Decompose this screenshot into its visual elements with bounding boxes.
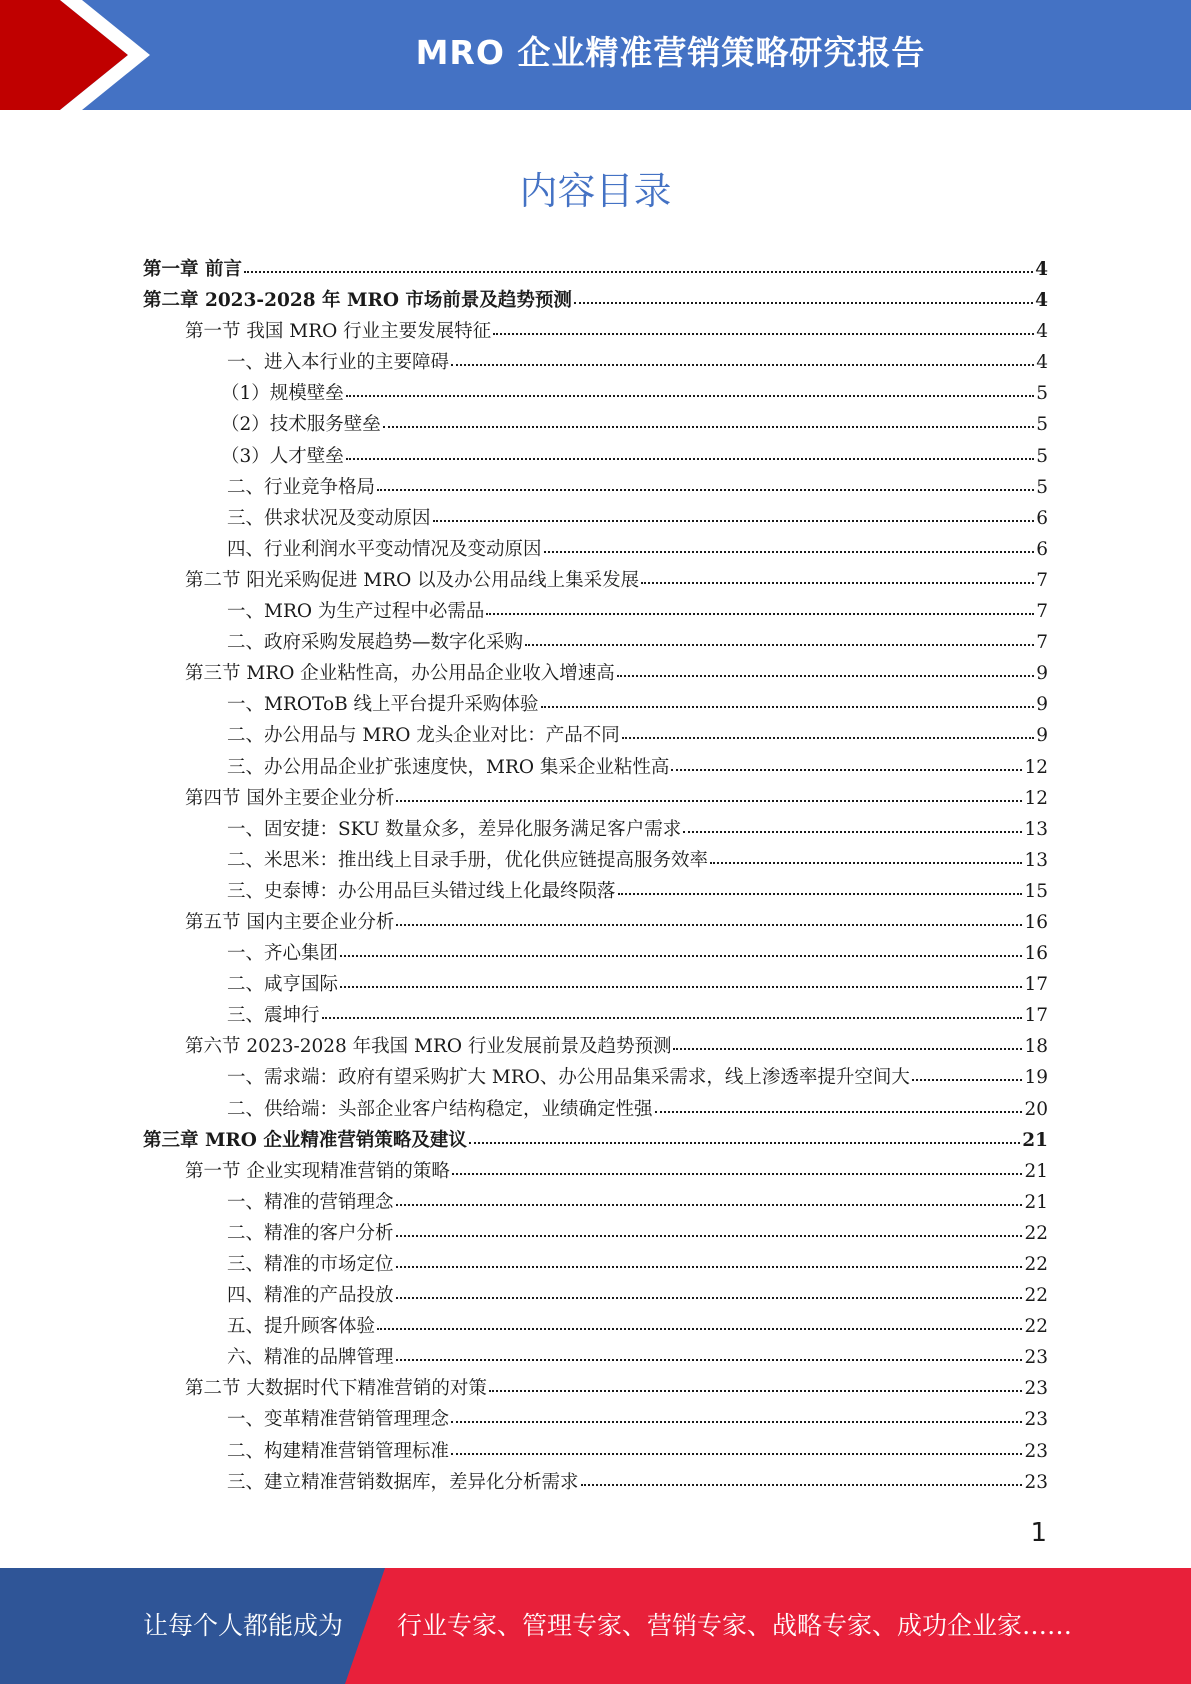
toc-entry-title: 三、办公用品企业扩张速度快，MRO 集采企业粘性高: [227, 756, 670, 778]
toc-entry-page: 6: [1036, 507, 1048, 529]
toc-entry[interactable]: [143, 254, 1048, 285]
toc-entry[interactable]: [143, 1000, 1048, 1031]
toc-entry-title: 第二节 阳光采购促进 MRO 以及办公用品线上集采发展: [185, 569, 640, 591]
dot-leader: [244, 270, 1033, 273]
dot-leader: [396, 799, 1022, 802]
footer-banner: [0, 1568, 1191, 1684]
toc-entry-page: 9: [1036, 725, 1048, 747]
dot-leader: [671, 768, 1022, 771]
toc-entry-page: 4: [1035, 290, 1048, 312]
dot-leader: [493, 332, 1034, 335]
toc-entry-page: 18: [1024, 1036, 1048, 1058]
toc-entry[interactable]: [143, 845, 1048, 876]
dot-leader: [346, 457, 1034, 460]
dot-leader: [322, 1016, 1023, 1019]
toc-entry-page: 17: [1024, 1005, 1048, 1027]
toc-entry-title: 一、齐心集团: [227, 943, 339, 965]
toc-entry-title: 三、史泰博：办公用品巨头错过线上化最终陨落: [227, 880, 616, 902]
dot-leader: [383, 425, 1034, 428]
toc-entry-page: 12: [1024, 756, 1048, 778]
toc-entry[interactable]: [143, 1311, 1048, 1342]
dot-leader: [396, 923, 1022, 926]
toc-entry-page: 20: [1024, 1098, 1048, 1120]
toc-entry-title: 第四节 国外主要企业分析: [185, 787, 395, 809]
toc-entry-page: 5: [1036, 476, 1048, 498]
toc-entry[interactable]: [143, 1156, 1048, 1187]
toc-entry-title: （1）规模壁垒: [221, 383, 344, 405]
toc-entry-page: 23: [1024, 1347, 1048, 1369]
toc-entry-title: 第二节 大数据时代下精准营销的对策: [185, 1378, 487, 1400]
toc-entry-page: 19: [1024, 1067, 1048, 1089]
toc-entry-title: 二、咸亨国际: [227, 974, 339, 996]
toc-entry[interactable]: [143, 1187, 1048, 1218]
toc-entry-title: 第一章 前言: [143, 259, 242, 280]
dot-leader: [618, 892, 1023, 895]
toc-entry-page: 5: [1036, 445, 1048, 467]
toc-entry-title: 一、精准的营销理念: [227, 1191, 394, 1213]
dot-leader: [346, 394, 1034, 397]
dot-leader: [452, 1172, 1023, 1175]
arrow-chevron-icon: [0, 0, 160, 110]
dot-leader: [377, 488, 1034, 491]
dot-leader: [396, 1234, 1023, 1237]
toc-entry-title: 三、精准的市场定位: [227, 1254, 394, 1275]
dot-leader: [489, 1389, 1023, 1392]
toc-entry-page: 23: [1024, 1471, 1048, 1493]
dot-leader: [340, 985, 1022, 988]
toc-entry[interactable]: [143, 378, 1048, 409]
toc-entry[interactable]: [143, 907, 1048, 938]
toc-entry-page: 21: [1024, 1160, 1048, 1182]
toc-entry-page: 5: [1036, 414, 1048, 436]
toc-entry[interactable]: [143, 1031, 1048, 1062]
toc-entry-title: 二、构建精准营销管理标准: [227, 1440, 450, 1462]
toc-entry-title: 一、MRO 为生产过程中必需品: [227, 601, 485, 623]
toc-entry-page: 4: [1036, 321, 1048, 343]
toc-entry[interactable]: [143, 1062, 1048, 1093]
toc-entry-page: 6: [1036, 538, 1048, 560]
toc-entry-title: 五、提升顾客体验: [227, 1316, 376, 1338]
dot-leader: [581, 1483, 1023, 1486]
toc-entry-page: 4: [1035, 259, 1048, 280]
toc-entry[interactable]: [143, 565, 1048, 596]
toc-entry[interactable]: [143, 1342, 1048, 1373]
toc-entry[interactable]: [143, 969, 1048, 1000]
toc-entry[interactable]: [143, 409, 1048, 440]
toc-entry-title: （2）技术服务壁垒: [221, 414, 381, 436]
toc-entry[interactable]: [143, 534, 1048, 565]
toc-entry[interactable]: [143, 441, 1048, 472]
toc-entry[interactable]: [143, 1373, 1048, 1404]
toc-entry-title: 三、供求状况及变动原因: [227, 507, 431, 529]
dot-leader: [641, 581, 1034, 584]
toc-entry-page: 22: [1024, 1316, 1048, 1338]
table-of-contents: [143, 254, 1048, 1498]
toc-entry-title: 第五节 国内主要企业分析: [185, 911, 395, 933]
toc-entry[interactable]: [143, 1404, 1048, 1435]
toc-entry-page: 4: [1036, 352, 1048, 374]
dot-leader: [469, 1141, 1020, 1144]
toc-entry[interactable]: [143, 1249, 1048, 1280]
dot-leader: [683, 830, 1022, 833]
dot-leader: [396, 1358, 1023, 1361]
toc-entry-title: 第三节 MRO 企业粘性高，办公用品企业收入增速高: [185, 663, 615, 685]
toc-heading: 内容目录: [519, 169, 672, 213]
toc-entry[interactable]: [143, 347, 1048, 378]
toc-entry-title: 第三章 MRO 企业精准营销策略及建议: [143, 1129, 467, 1151]
toc-entry-page: 22: [1024, 1285, 1048, 1307]
toc-entry-title: 四、精准的产品投放: [227, 1285, 394, 1307]
toc-entry-page: 9: [1036, 694, 1048, 716]
toc-entry-title: （3）人才壁垒: [221, 445, 344, 467]
toc-entry-title: 四、行业利润水平变动情况及变动原因: [227, 538, 542, 560]
toc-entry-page: 23: [1024, 1440, 1048, 1462]
toc-entry[interactable]: [143, 1125, 1048, 1156]
toc-entry-title: 第一节 我国 MRO 行业主要发展特征: [185, 321, 492, 343]
toc-entry-title: 第六节 2023-2028 年我国 MRO 行业发展前景及趋势预测: [185, 1036, 672, 1058]
dot-leader: [544, 550, 1035, 553]
footer-slogan-right: 行业专家、管理专家、营销专家、战略专家、成功企业家……: [397, 1611, 1073, 1640]
toc-entry[interactable]: [143, 1094, 1048, 1125]
toc-entry-title: 二、办公用品与 MRO 龙头企业对比：产品不同: [227, 725, 620, 747]
dot-leader: [912, 1078, 1023, 1081]
toc-entry-page: 23: [1024, 1378, 1048, 1400]
toc-entry[interactable]: [143, 720, 1048, 751]
toc-entry-title: 一、MROToB 线上平台提升采购体验: [227, 694, 539, 716]
dot-leader: [396, 1203, 1023, 1206]
toc-entry-title: 第一节 企业实现精准营销的策略: [185, 1160, 450, 1182]
toc-entry-title: 一、进入本行业的主要障碍: [227, 352, 450, 374]
toc-entry-title: 二、精准的客户分析: [227, 1222, 394, 1244]
dot-leader: [396, 1265, 1023, 1268]
toc-entry[interactable]: [143, 876, 1048, 907]
page-number: 1: [1030, 1518, 1047, 1548]
dot-leader: [396, 1296, 1023, 1299]
dot-leader: [655, 1110, 1023, 1113]
toc-entry[interactable]: [143, 1467, 1048, 1498]
toc-entry[interactable]: [143, 627, 1048, 658]
toc-entry[interactable]: [143, 814, 1048, 845]
dot-leader: [451, 363, 1034, 366]
dot-leader: [433, 519, 1035, 522]
toc-entry-page: 17: [1024, 974, 1048, 996]
toc-entry-title: 三、建立精准营销数据库，差异化分析需求: [227, 1471, 579, 1493]
toc-entry[interactable]: [143, 596, 1048, 627]
toc-entry-page: 5: [1036, 383, 1048, 405]
toc-entry[interactable]: [143, 316, 1048, 347]
toc-entry[interactable]: [143, 752, 1048, 783]
toc-entry-title: 一、变革精准营销管理理念: [227, 1409, 450, 1431]
dot-leader: [377, 1327, 1022, 1330]
toc-entry-title: 二、供给端：头部企业客户结构稳定，业绩确定性强: [227, 1098, 653, 1120]
dot-leader: [574, 301, 1033, 304]
toc-entry[interactable]: [143, 503, 1048, 534]
toc-entry-page: 22: [1024, 1254, 1048, 1275]
dot-leader: [451, 1452, 1022, 1455]
toc-entry-page: 7: [1036, 601, 1048, 623]
toc-entry-page: 23: [1024, 1409, 1048, 1431]
toc-entry-page: 21: [1024, 1191, 1048, 1213]
toc-entry-page: 22: [1024, 1222, 1048, 1244]
toc-entry-title: 第二章 2023-2028 年 MRO 市场前景及趋势预测: [143, 290, 572, 312]
toc-entry-title: 六、精准的品牌管理: [227, 1347, 394, 1369]
toc-entry[interactable]: [143, 658, 1048, 689]
dot-leader: [673, 1047, 1022, 1050]
dot-leader: [710, 861, 1022, 864]
toc-entry-title: 二、政府采购发展趋势—数字化采购: [227, 632, 524, 654]
header-banner: [0, 0, 1191, 110]
toc-entry-page: 13: [1024, 849, 1048, 871]
toc-entry-title: 一、需求端：政府有望采购扩大 MRO、办公用品集采需求，线上渗透率提升空间大: [227, 1067, 910, 1089]
dot-leader: [451, 1420, 1022, 1423]
dot-leader: [340, 954, 1022, 957]
toc-entry[interactable]: [143, 783, 1048, 814]
dot-leader: [617, 674, 1034, 677]
footer-slogan-left: 让每个人都能成为: [143, 1611, 344, 1640]
toc-entry-page: 9: [1036, 663, 1048, 685]
dot-leader: [486, 612, 1034, 615]
toc-entry[interactable]: [143, 689, 1048, 720]
toc-entry-page: 16: [1024, 943, 1048, 965]
toc-entry-page: 12: [1024, 787, 1048, 809]
toc-entry[interactable]: [143, 472, 1048, 503]
toc-entry-page: 7: [1036, 569, 1048, 591]
toc-entry-page: 16: [1024, 911, 1048, 933]
toc-entry[interactable]: [143, 1218, 1048, 1249]
toc-entry[interactable]: [143, 285, 1048, 316]
toc-entry-title: 三、震坤行: [227, 1005, 320, 1027]
report-title: MRO 企业精准营销策略研究报告: [415, 33, 926, 72]
toc-entry-title: 二、米思米：推出线上目录手册，优化供应链提高服务效率: [227, 849, 709, 871]
toc-entry[interactable]: [143, 1280, 1048, 1311]
toc-entry-page: 15: [1024, 880, 1048, 902]
toc-entry[interactable]: [143, 938, 1048, 969]
dot-leader: [541, 705, 1035, 708]
toc-entry[interactable]: [143, 1436, 1048, 1467]
toc-entry-page: 7: [1036, 632, 1048, 654]
toc-entry-page: 21: [1022, 1129, 1048, 1151]
toc-entry-title: 一、固安捷：SKU 数量众多，差异化服务满足客户需求: [227, 818, 682, 840]
dot-leader: [622, 736, 1034, 739]
dot-leader: [525, 643, 1034, 646]
toc-entry-title: 二、行业竞争格局: [227, 476, 376, 498]
toc-entry-page: 13: [1024, 818, 1048, 840]
